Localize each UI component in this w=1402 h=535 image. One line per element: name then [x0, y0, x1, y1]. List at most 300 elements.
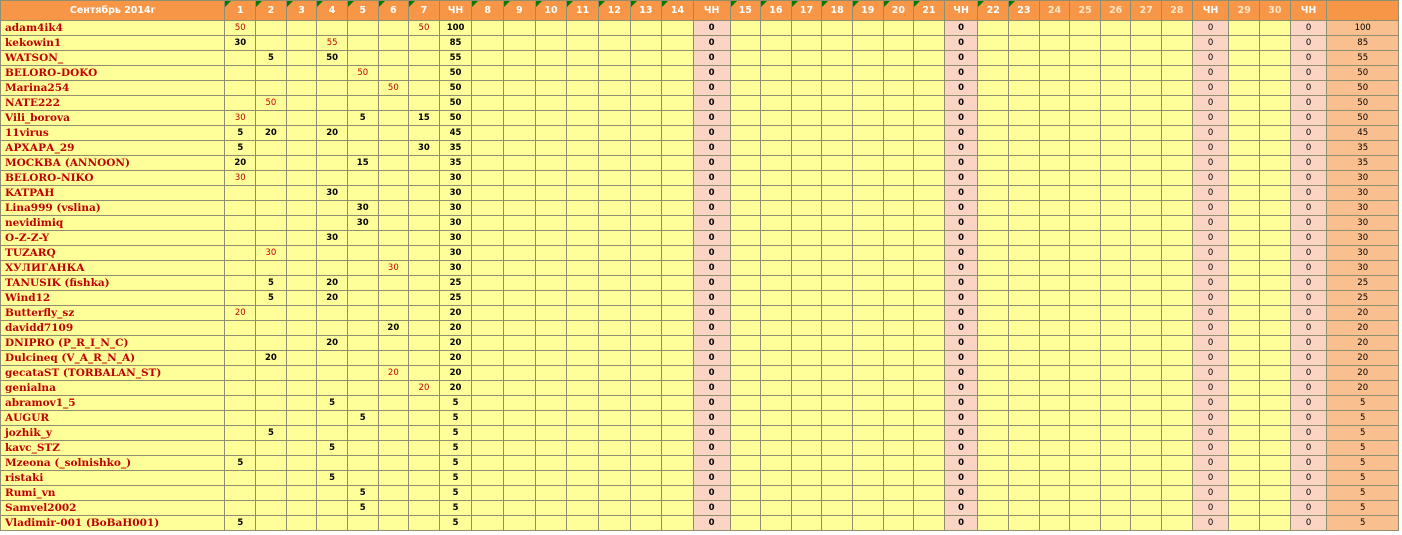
day-cell[interactable] [730, 261, 761, 276]
day-cell[interactable] [852, 141, 883, 156]
day-cell[interactable] [852, 471, 883, 486]
day-cell[interactable] [1162, 426, 1193, 441]
day-cell[interactable] [1100, 456, 1131, 471]
week-total-cell[interactable]: 0 [1192, 216, 1229, 231]
day-cell[interactable] [598, 441, 630, 456]
week-total-cell[interactable]: 0 [693, 411, 730, 426]
day-cell[interactable] [761, 441, 792, 456]
day-cell[interactable] [822, 246, 853, 261]
day-cell[interactable]: 5 [256, 426, 287, 441]
day-cell[interactable] [1229, 141, 1260, 156]
day-cell[interactable] [347, 441, 378, 456]
day-header-28[interactable]: 28 [1162, 1, 1193, 21]
day-cell[interactable] [598, 246, 630, 261]
week-total-cell[interactable]: 0 [1192, 231, 1229, 246]
day-cell[interactable]: 5 [256, 291, 287, 306]
day-cell[interactable] [1039, 276, 1070, 291]
day-cell[interactable] [472, 441, 504, 456]
day-cell[interactable] [504, 126, 536, 141]
day-cell[interactable] [378, 171, 409, 186]
day-cell[interactable] [535, 516, 567, 531]
week-total-cell[interactable]: 0 [944, 51, 978, 66]
day-cell[interactable] [1131, 516, 1162, 531]
day-cell[interactable] [791, 231, 822, 246]
day-cell[interactable] [1229, 66, 1260, 81]
day-cell[interactable] [630, 306, 662, 321]
day-cell[interactable] [378, 96, 409, 111]
day-cell[interactable] [883, 471, 914, 486]
day-cell[interactable] [378, 426, 409, 441]
day-cell[interactable] [472, 141, 504, 156]
day-cell[interactable] [347, 36, 378, 51]
day-cell[interactable] [598, 66, 630, 81]
day-cell[interactable] [1100, 36, 1131, 51]
grand-total-cell[interactable]: 50 [1327, 66, 1399, 81]
day-cell[interactable]: 5 [225, 456, 256, 471]
day-cell[interactable] [852, 501, 883, 516]
day-cell[interactable] [286, 306, 317, 321]
day-cell[interactable] [822, 426, 853, 441]
day-cell[interactable] [1009, 291, 1040, 306]
day-cell[interactable] [1229, 111, 1260, 126]
day-header-16[interactable]: 16 [761, 1, 792, 21]
day-cell[interactable] [1162, 156, 1193, 171]
grand-total-cell[interactable]: 50 [1327, 81, 1399, 96]
day-cell[interactable] [1009, 471, 1040, 486]
day-cell[interactable] [1260, 381, 1291, 396]
week-total-cell[interactable]: 0 [944, 291, 978, 306]
day-cell[interactable] [1131, 396, 1162, 411]
day-cell[interactable] [1039, 411, 1070, 426]
day-cell[interactable] [914, 351, 945, 366]
day-cell[interactable] [472, 156, 504, 171]
day-cell[interactable] [978, 201, 1009, 216]
player-name[interactable]: adam4ik4 [1, 21, 225, 36]
day-cell[interactable] [761, 381, 792, 396]
day-cell[interactable] [1162, 306, 1193, 321]
day-cell[interactable] [914, 156, 945, 171]
day-cell[interactable]: 5 [256, 51, 287, 66]
day-cell[interactable] [472, 201, 504, 216]
day-cell[interactable] [1039, 66, 1070, 81]
day-cell[interactable] [822, 111, 853, 126]
day-cell[interactable] [978, 171, 1009, 186]
week-total-cell[interactable]: 20 [439, 306, 472, 321]
day-cell[interactable] [1039, 291, 1070, 306]
day-cell[interactable] [1100, 366, 1131, 381]
day-cell[interactable] [347, 516, 378, 531]
day-cell[interactable] [761, 366, 792, 381]
day-cell[interactable] [317, 381, 348, 396]
day-cell[interactable] [662, 276, 694, 291]
day-cell[interactable] [662, 171, 694, 186]
day-cell[interactable] [1039, 246, 1070, 261]
week-total-cell[interactable]: 0 [1192, 126, 1229, 141]
day-header-13[interactable]: 13 [630, 1, 662, 21]
day-cell[interactable] [1039, 396, 1070, 411]
day-cell[interactable] [256, 411, 287, 426]
player-name[interactable]: ХУЛИГАНКА [1, 261, 225, 276]
day-cell[interactable] [378, 141, 409, 156]
day-cell[interactable] [1100, 381, 1131, 396]
day-cell[interactable] [791, 246, 822, 261]
day-cell[interactable] [472, 366, 504, 381]
day-cell[interactable]: 50 [256, 96, 287, 111]
player-name[interactable]: NATE222 [1, 96, 225, 111]
week-total-cell[interactable]: 0 [693, 486, 730, 501]
day-cell[interactable]: 30 [317, 231, 348, 246]
day-cell[interactable] [630, 516, 662, 531]
week-total-cell[interactable]: 0 [1290, 186, 1327, 201]
day-cell[interactable] [567, 411, 599, 426]
grand-total-cell[interactable]: 5 [1327, 471, 1399, 486]
week-total-cell[interactable]: 5 [439, 501, 472, 516]
day-cell[interactable] [317, 486, 348, 501]
day-cell[interactable] [730, 111, 761, 126]
day-cell[interactable] [730, 51, 761, 66]
week-total-cell[interactable]: 0 [1192, 516, 1229, 531]
day-header-3[interactable]: 3 [286, 1, 317, 21]
day-cell[interactable] [1100, 66, 1131, 81]
week-total-cell[interactable]: 0 [1290, 306, 1327, 321]
day-cell[interactable] [225, 66, 256, 81]
day-cell[interactable] [883, 381, 914, 396]
day-cell[interactable] [730, 201, 761, 216]
day-cell[interactable]: 20 [317, 276, 348, 291]
day-cell[interactable] [409, 426, 440, 441]
day-cell[interactable] [567, 246, 599, 261]
day-cell[interactable] [378, 216, 409, 231]
day-cell[interactable] [504, 276, 536, 291]
week-total-cell[interactable]: 0 [1192, 276, 1229, 291]
day-cell[interactable] [535, 396, 567, 411]
day-cell[interactable] [791, 501, 822, 516]
day-cell[interactable] [914, 216, 945, 231]
week-total-cell[interactable]: 5 [439, 516, 472, 531]
day-cell[interactable] [472, 171, 504, 186]
day-cell[interactable] [1070, 486, 1101, 501]
day-cell[interactable] [883, 396, 914, 411]
day-cell[interactable] [822, 471, 853, 486]
day-cell[interactable] [1229, 336, 1260, 351]
grand-total-cell[interactable]: 5 [1327, 441, 1399, 456]
day-cell[interactable] [1162, 321, 1193, 336]
week-total-cell[interactable]: 0 [944, 336, 978, 351]
week-total-cell[interactable]: 0 [693, 111, 730, 126]
day-cell[interactable] [378, 201, 409, 216]
day-cell[interactable] [347, 171, 378, 186]
day-cell[interactable] [662, 231, 694, 246]
day-cell[interactable] [317, 111, 348, 126]
day-cell[interactable] [1229, 201, 1260, 216]
day-cell[interactable] [567, 276, 599, 291]
player-name[interactable]: BELORO-DOKO [1, 66, 225, 81]
day-cell[interactable] [761, 321, 792, 336]
day-cell[interactable] [852, 351, 883, 366]
day-cell[interactable] [1162, 291, 1193, 306]
player-name[interactable]: WATSON_ [1, 51, 225, 66]
day-cell[interactable] [791, 111, 822, 126]
day-cell[interactable] [1100, 51, 1131, 66]
day-cell[interactable] [730, 321, 761, 336]
week-total-cell[interactable]: 0 [1192, 441, 1229, 456]
day-cell[interactable] [1260, 126, 1291, 141]
grand-total-cell[interactable]: 5 [1327, 516, 1399, 531]
grand-total-cell[interactable]: 20 [1327, 351, 1399, 366]
day-cell[interactable] [286, 21, 317, 36]
day-cell[interactable] [978, 486, 1009, 501]
day-cell[interactable] [567, 186, 599, 201]
day-cell[interactable] [1009, 411, 1040, 426]
day-cell[interactable] [378, 486, 409, 501]
day-cell[interactable] [978, 336, 1009, 351]
day-cell[interactable] [630, 156, 662, 171]
day-cell[interactable] [535, 306, 567, 321]
day-cell[interactable] [978, 186, 1009, 201]
week-total-cell[interactable]: 0 [1192, 36, 1229, 51]
grand-total-cell[interactable]: 55 [1327, 51, 1399, 66]
day-cell[interactable] [1131, 201, 1162, 216]
day-cell[interactable] [1162, 141, 1193, 156]
day-cell[interactable] [1009, 516, 1040, 531]
day-cell[interactable] [791, 21, 822, 36]
day-cell[interactable] [472, 261, 504, 276]
grand-total-cell[interactable]: 35 [1327, 156, 1399, 171]
week-total-cell[interactable]: 50 [439, 66, 472, 81]
day-cell[interactable] [347, 291, 378, 306]
day-cell[interactable]: 5 [317, 471, 348, 486]
day-cell[interactable] [630, 396, 662, 411]
day-cell[interactable] [1070, 216, 1101, 231]
week-total-cell[interactable]: 0 [693, 171, 730, 186]
day-cell[interactable] [409, 291, 440, 306]
week-total-cell[interactable]: 0 [1192, 51, 1229, 66]
day-cell[interactable] [662, 66, 694, 81]
day-cell[interactable] [1131, 216, 1162, 231]
week-total-cell[interactable]: 55 [439, 51, 472, 66]
day-cell[interactable]: 30 [256, 246, 287, 261]
day-cell[interactable] [347, 276, 378, 291]
grand-total-cell[interactable]: 5 [1327, 396, 1399, 411]
week-total-cell[interactable]: 0 [1290, 486, 1327, 501]
day-cell[interactable] [852, 216, 883, 231]
day-cell[interactable] [504, 336, 536, 351]
week-total-cell[interactable]: 0 [1192, 351, 1229, 366]
day-cell[interactable] [504, 246, 536, 261]
week-total-cell[interactable]: 0 [693, 96, 730, 111]
day-cell[interactable] [1009, 81, 1040, 96]
day-cell[interactable] [1009, 276, 1040, 291]
day-cell[interactable] [978, 216, 1009, 231]
week-total-cell[interactable]: 0 [693, 156, 730, 171]
day-cell[interactable] [225, 441, 256, 456]
day-cell[interactable] [567, 471, 599, 486]
day-cell[interactable]: 20 [225, 156, 256, 171]
week-total-cell[interactable]: 30 [439, 261, 472, 276]
day-cell[interactable] [662, 516, 694, 531]
day-cell[interactable] [1131, 426, 1162, 441]
day-cell[interactable] [1009, 336, 1040, 351]
day-cell[interactable] [1070, 351, 1101, 366]
day-cell[interactable] [1162, 81, 1193, 96]
day-cell[interactable] [1131, 111, 1162, 126]
day-cell[interactable] [256, 81, 287, 96]
day-header-7[interactable]: 7 [409, 1, 440, 21]
day-cell[interactable] [472, 96, 504, 111]
day-cell[interactable] [1070, 21, 1101, 36]
day-cell[interactable] [286, 516, 317, 531]
player-name[interactable]: ristaki [1, 471, 225, 486]
week-total-cell[interactable]: 0 [1192, 21, 1229, 36]
day-cell[interactable] [791, 381, 822, 396]
day-cell[interactable] [914, 231, 945, 246]
day-cell[interactable] [630, 471, 662, 486]
player-name[interactable]: Vladimir-001 (BoBaH001) [1, 516, 225, 531]
day-cell[interactable] [1131, 21, 1162, 36]
week-total-cell[interactable]: 5 [439, 396, 472, 411]
day-cell[interactable] [852, 201, 883, 216]
day-cell[interactable] [883, 426, 914, 441]
day-cell[interactable] [761, 231, 792, 246]
day-cell[interactable] [1229, 501, 1260, 516]
day-cell[interactable] [286, 81, 317, 96]
day-cell[interactable] [1260, 426, 1291, 441]
day-cell[interactable] [256, 201, 287, 216]
day-cell[interactable] [347, 126, 378, 141]
day-cell[interactable] [630, 81, 662, 96]
day-cell[interactable] [1100, 261, 1131, 276]
player-name[interactable]: TUZARQ [1, 246, 225, 261]
day-cell[interactable] [256, 141, 287, 156]
day-header-22[interactable]: 22 [978, 1, 1009, 21]
day-cell[interactable] [409, 201, 440, 216]
day-cell[interactable] [1162, 471, 1193, 486]
day-cell[interactable] [1070, 171, 1101, 186]
day-cell[interactable] [535, 381, 567, 396]
day-cell[interactable] [472, 66, 504, 81]
day-cell[interactable] [883, 96, 914, 111]
day-cell[interactable] [567, 501, 599, 516]
day-cell[interactable] [1009, 351, 1040, 366]
day-cell[interactable] [630, 276, 662, 291]
day-cell[interactable] [535, 351, 567, 366]
day-cell[interactable] [504, 441, 536, 456]
day-cell[interactable] [535, 456, 567, 471]
day-cell[interactable] [1229, 366, 1260, 381]
day-cell[interactable] [1100, 231, 1131, 246]
day-cell[interactable] [1070, 291, 1101, 306]
day-cell[interactable] [472, 411, 504, 426]
day-cell[interactable] [472, 456, 504, 471]
day-cell[interactable]: 5 [225, 516, 256, 531]
day-cell[interactable] [761, 186, 792, 201]
day-cell[interactable] [978, 516, 1009, 531]
day-cell[interactable] [1039, 201, 1070, 216]
day-header-29[interactable]: 29 [1229, 1, 1260, 21]
day-cell[interactable] [1260, 216, 1291, 231]
day-cell[interactable] [822, 321, 853, 336]
day-cell[interactable] [378, 411, 409, 426]
day-cell[interactable] [852, 381, 883, 396]
day-cell[interactable] [852, 51, 883, 66]
day-cell[interactable] [378, 441, 409, 456]
day-cell[interactable] [567, 261, 599, 276]
day-cell[interactable] [662, 186, 694, 201]
player-name[interactable]: nevidimiq [1, 216, 225, 231]
day-cell[interactable] [472, 216, 504, 231]
week-total-cell[interactable]: 0 [944, 111, 978, 126]
day-cell[interactable] [791, 351, 822, 366]
day-header-20[interactable]: 20 [883, 1, 914, 21]
day-cell[interactable] [914, 471, 945, 486]
player-name[interactable]: davidd7109 [1, 321, 225, 336]
day-cell[interactable] [347, 96, 378, 111]
day-cell[interactable] [883, 51, 914, 66]
day-cell[interactable] [286, 231, 317, 246]
day-cell[interactable] [1131, 486, 1162, 501]
day-cell[interactable] [504, 366, 536, 381]
week-total-cell[interactable]: 0 [1192, 96, 1229, 111]
day-cell[interactable] [347, 141, 378, 156]
day-cell[interactable] [1260, 21, 1291, 36]
day-cell[interactable] [317, 216, 348, 231]
day-cell[interactable] [761, 171, 792, 186]
day-cell[interactable] [1070, 231, 1101, 246]
week-total-cell[interactable]: 30 [439, 246, 472, 261]
day-cell[interactable] [567, 66, 599, 81]
day-cell[interactable] [1229, 381, 1260, 396]
day-cell[interactable] [730, 456, 761, 471]
grand-total-cell[interactable]: 5 [1327, 426, 1399, 441]
day-header-5[interactable]: 5 [347, 1, 378, 21]
day-cell[interactable] [1039, 426, 1070, 441]
week-total-cell[interactable]: 0 [693, 426, 730, 441]
day-cell[interactable] [598, 231, 630, 246]
day-cell[interactable]: 15 [347, 156, 378, 171]
day-cell[interactable] [535, 186, 567, 201]
day-cell[interactable] [1162, 276, 1193, 291]
day-cell[interactable] [761, 51, 792, 66]
day-cell[interactable]: 50 [409, 21, 440, 36]
day-cell[interactable] [1070, 456, 1101, 471]
day-cell[interactable] [347, 426, 378, 441]
day-cell[interactable] [567, 231, 599, 246]
day-cell[interactable] [1070, 186, 1101, 201]
day-cell[interactable] [1260, 471, 1291, 486]
day-cell[interactable] [1229, 396, 1260, 411]
day-cell[interactable] [883, 321, 914, 336]
week-total-cell[interactable]: 0 [1290, 96, 1327, 111]
week-total-cell[interactable]: 0 [944, 246, 978, 261]
day-cell[interactable] [567, 366, 599, 381]
day-cell[interactable] [1039, 36, 1070, 51]
day-cell[interactable] [1009, 216, 1040, 231]
day-cell[interactable] [883, 201, 914, 216]
day-cell[interactable] [822, 396, 853, 411]
day-cell[interactable] [1070, 306, 1101, 321]
day-cell[interactable] [1100, 126, 1131, 141]
day-cell[interactable] [1162, 486, 1193, 501]
day-cell[interactable] [791, 141, 822, 156]
day-cell[interactable] [883, 366, 914, 381]
day-cell[interactable] [883, 111, 914, 126]
day-cell[interactable] [1260, 66, 1291, 81]
day-cell[interactable] [730, 381, 761, 396]
day-cell[interactable] [822, 276, 853, 291]
day-cell[interactable] [662, 216, 694, 231]
day-cell[interactable] [791, 486, 822, 501]
day-cell[interactable] [567, 111, 599, 126]
